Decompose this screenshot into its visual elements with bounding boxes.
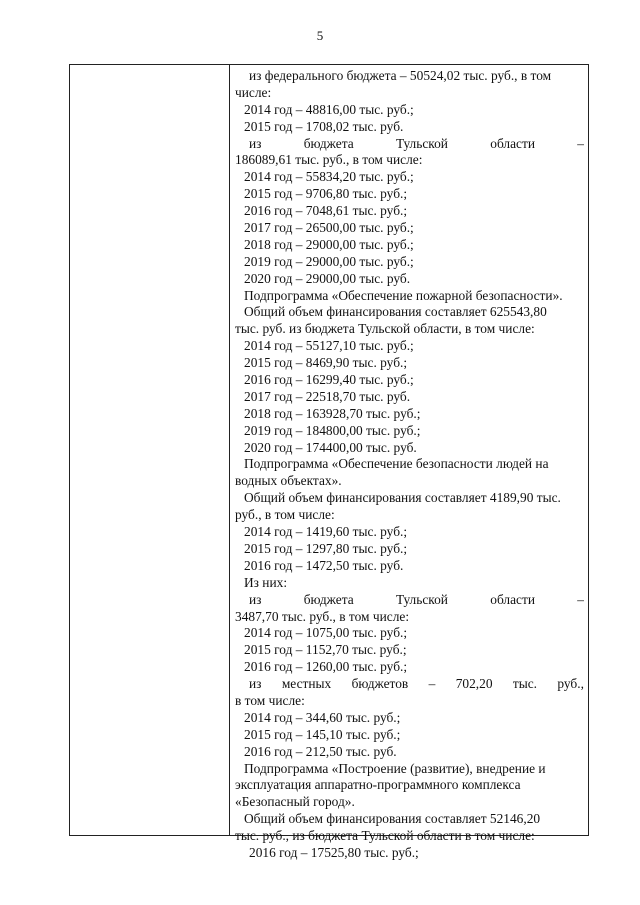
text-line: 2018 год – 29000,00 тыс. руб.; <box>244 236 414 252</box>
text-line: 2017 год – 22518,70 тыс. руб. <box>244 388 411 404</box>
text-line: 2014 год – 48816,00 тыс. руб.; <box>244 101 414 117</box>
text-line: руб., в том числе: <box>235 507 335 523</box>
text-line <box>235 136 584 153</box>
text-word: – <box>577 591 584 607</box>
text-line: 2019 год – 184800,00 тыс. руб.; <box>244 422 421 438</box>
text-line: 2014 год – 344,60 тыс. руб.; <box>244 709 401 725</box>
text-line: 2016 год – 212,50 тыс. руб. <box>244 743 397 759</box>
text-word: бюджета <box>303 591 354 607</box>
text-line: 2016 год – 1260,00 тыс. руб.; <box>244 659 408 675</box>
text-word: бюджетов <box>351 676 409 692</box>
text-word: бюджета <box>303 135 354 151</box>
text-line: 2015 год – 1708,02 тыс. руб. <box>244 118 404 134</box>
text-line: 2014 год – 55834,20 тыс. руб.; <box>244 169 414 185</box>
text-line: Подпрограмма «Обеспечение пожарной безопасности». <box>244 287 563 303</box>
text-word: руб., <box>557 676 584 692</box>
text-word: – <box>428 676 436 692</box>
text-line: 2020 год – 174400,00 тыс. руб. <box>244 439 417 455</box>
text-line: 2015 год – 145,10 тыс. руб.; <box>244 726 401 742</box>
text-word: из <box>249 135 262 151</box>
text-word: из <box>249 591 262 607</box>
text-word: Тульской <box>395 591 448 607</box>
financing-text-cell <box>235 68 584 862</box>
text-word: области <box>490 591 536 607</box>
text-line: тыс. руб. из бюджета Тульской области, в том числе: <box>235 321 535 337</box>
text-line: 2016 год – 7048,61 тыс. руб.; <box>244 203 408 219</box>
column-divider <box>229 65 230 835</box>
text-line: 2017 год – 26500,00 тыс. руб.; <box>244 220 414 236</box>
text-line: эксплуатация аппаратно-программного комплекса <box>235 777 521 793</box>
text-line: 2020 год – 29000,00 тыс. руб. <box>244 270 411 286</box>
text-line: из федерального бюджета – 50524,02 тыс. руб., в том <box>249 68 552 83</box>
text-line: 2019 год – 29000,00 тыс. руб.; <box>244 253 414 269</box>
text-line: 2018 год – 163928,70 тыс. руб.; <box>244 405 421 421</box>
text-word: тыс. <box>512 676 538 692</box>
text-line: 2016 год – 17525,80 тыс. руб.; <box>249 844 419 860</box>
text-word: местных <box>281 676 332 692</box>
text-line: водных объектах». <box>235 473 342 489</box>
page-number: 5 <box>316 28 324 43</box>
text-word: из <box>249 676 262 692</box>
text-word: – <box>577 135 584 151</box>
text-word: 702,20 <box>455 676 493 692</box>
text-line: числе: <box>235 84 272 100</box>
text-line: «Безопасный город». <box>235 794 355 810</box>
text-word: области <box>490 135 536 151</box>
text-line: Подпрограмма «Обеспечение безопасности людей на <box>244 456 549 472</box>
text-line: Общий объем финансирования составляет 52146,20 <box>244 811 541 827</box>
text-line: 2014 год – 1075,00 тыс. руб.; <box>244 625 408 641</box>
text-line <box>235 676 584 693</box>
text-word: Тульской <box>395 135 448 151</box>
document-table <box>69 64 589 860</box>
text-line: 2015 год – 1152,70 тыс. руб.; <box>244 642 407 658</box>
text-line: в том числе: <box>235 692 305 708</box>
text-line: Общий объем финансирования составляет 4189,90 тыс. <box>244 490 561 506</box>
text-line: 2016 год – 1472,50 тыс. руб. <box>244 557 404 573</box>
text-line: Общий объем финансирования составляет 625543,80 <box>244 304 547 320</box>
text-line: 3487,70 тыс. руб., в том числе: <box>235 608 410 624</box>
text-line: 2015 год – 8469,90 тыс. руб.; <box>244 355 408 371</box>
text-line: 2014 год – 55127,10 тыс. руб.; <box>244 338 414 354</box>
text-line: 2015 год – 1297,80 тыс. руб.; <box>244 540 408 556</box>
text-line: Из них: <box>244 574 288 590</box>
text-line: 186089,61 тыс. руб., в том числе: <box>235 152 423 168</box>
text-line <box>235 592 584 609</box>
text-line: 2016 год – 16299,40 тыс. руб.; <box>244 372 414 388</box>
text-line: тыс. руб., из бюджета Тульской области в том числе: <box>235 828 535 844</box>
text-line: 2015 год – 9706,80 тыс. руб.; <box>244 186 408 202</box>
text-line: Подпрограмма «Построение (развитие), внедрение и <box>244 760 546 776</box>
text-line: 2014 год – 1419,60 тыс. руб.; <box>244 524 408 540</box>
